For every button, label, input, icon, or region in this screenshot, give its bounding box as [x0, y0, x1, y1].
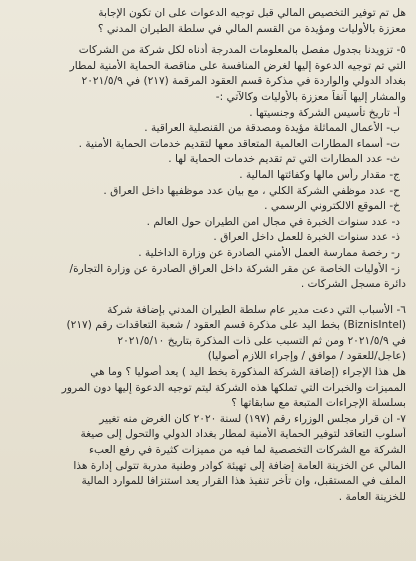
text-line: الشركة مع الشركات التخصصية لما فيه من مميزات كثيرة في رفع العبء [89, 444, 406, 457]
text-line: بسلسلة الإجراءات المتبعة مع سابقاتها ؟ [231, 397, 406, 410]
text-line: بغداد الدولي والواردة في مذكرة قسم العقود المرقمة (٢١٧) في ٢٠٢١/٥/٩ [81, 75, 406, 88]
list-item: ت- أسماء المطارات العالمية المتعاقد معها لتقديم خدمات الحماية الأمنية . [78, 137, 400, 150]
text-line: المالي عن الخزينة العامة إضافة إلى تهيئة كوادر وطنية مدربة تتولى إدارة هذا [73, 459, 406, 472]
text-line: أسلوب التعاقد لتوفير الحماية الأمنية لمطار بغداد الدولي والتحول إلى صيغة [80, 428, 406, 441]
list-item: ب- الأعمال المماثلة مؤيدة ومصدقة من القنصلية العراقية . [144, 122, 400, 135]
list-item: ث- عدد المطارات التي تم تقديم خدمات الحماية لها . [168, 153, 400, 166]
text-line: دائرة مسجل الشركات . [300, 278, 406, 291]
list-item: ج- مقدار رأس مالها وكفائتها المالية . [239, 168, 400, 181]
text-line: (BiznisIntel) بخط اليد على مذكرة قسم العقود / شعبة التعاقدات رقم (٢١٧) [66, 319, 406, 332]
section-5-heading: ٥- تزويدنا بجدول مفصل بالمعلومات المدرجة أدناه لكل شركة من الشركات [78, 44, 406, 57]
text-line: (عاجل/للعقود / موافق / وإجراء اللازم أصوليا) [207, 350, 406, 363]
text-line: المميزات والخبرات التي تملكها هذه الشركة ليتم توجيه الدعوة إليها دون المرور [61, 381, 406, 394]
list-item: ز- الأوليات الخاصة عن مقر الشركة داخل العراق الصادرة عن وزارة التجارة/ [69, 262, 400, 275]
section-6-heading: ٦- الأسباب التي دعت مدير عام سلطة الطيران المدني بإضافة شركة [107, 303, 406, 316]
text-line: للخزينة العامة . [338, 490, 406, 503]
list-item: ح- عدد موظفي الشركة الكلي ، مع بيان عدد موظفيها داخل العراق . [103, 184, 400, 197]
list-item: ذ- عدد سنوات الخبرة للعمل داخل العراق . [213, 231, 400, 244]
text-line: هل هذا الإجراء (إضافة الشركة المذكورة بخط اليد ) يعد أصوليا ؟ وما هي [90, 366, 406, 379]
list-item: أ- تاريخ تأسيس الشركة وجنسيتها . [249, 106, 400, 119]
text-line: معززة بالأوليات ومؤيدة من القسم المالي في سلطة الطيران المدني ؟ [97, 22, 406, 35]
list-item: د- عدد سنوات الخبرة في مجال امن الطيران حول العالم . [146, 215, 400, 228]
text-line: التي تم توجيه الدعوة إليها لغرض المنافسة على مناقصة الحماية الأمنية لمطار [69, 59, 406, 72]
list-item: ر- رخصة ممارسة العمل الأمني الصادرة عن وزارة الداخلية . [138, 246, 400, 259]
text-line: هل تم توفير التخصيص المالي قبل توجيه الدعوات على ان تكون الإجابة [98, 7, 406, 19]
text-line: في ٢٠٢١/٥/٩ ومن ثم التسبب على ذات المذكرة بتاريخ ٢٠٢١/٥/١٠ [117, 334, 406, 347]
section-7-heading: ٧- ان قرار مجلس الوزراء رقم (١٩٧) لسنة ٢٠٢٠ كان الغرض منه تغيير [99, 412, 406, 425]
text-line: الملف في المستقبل، وان تأخر تنفيذ هذا القرار يعد استنزافا للموارد المالية [81, 475, 406, 488]
list-item: خ- الموقع الالكتروني الرسمي . [264, 200, 400, 213]
text-line: والمشار إليها آنفاً معززة بالأوليات وكالآتي :- [215, 90, 406, 103]
